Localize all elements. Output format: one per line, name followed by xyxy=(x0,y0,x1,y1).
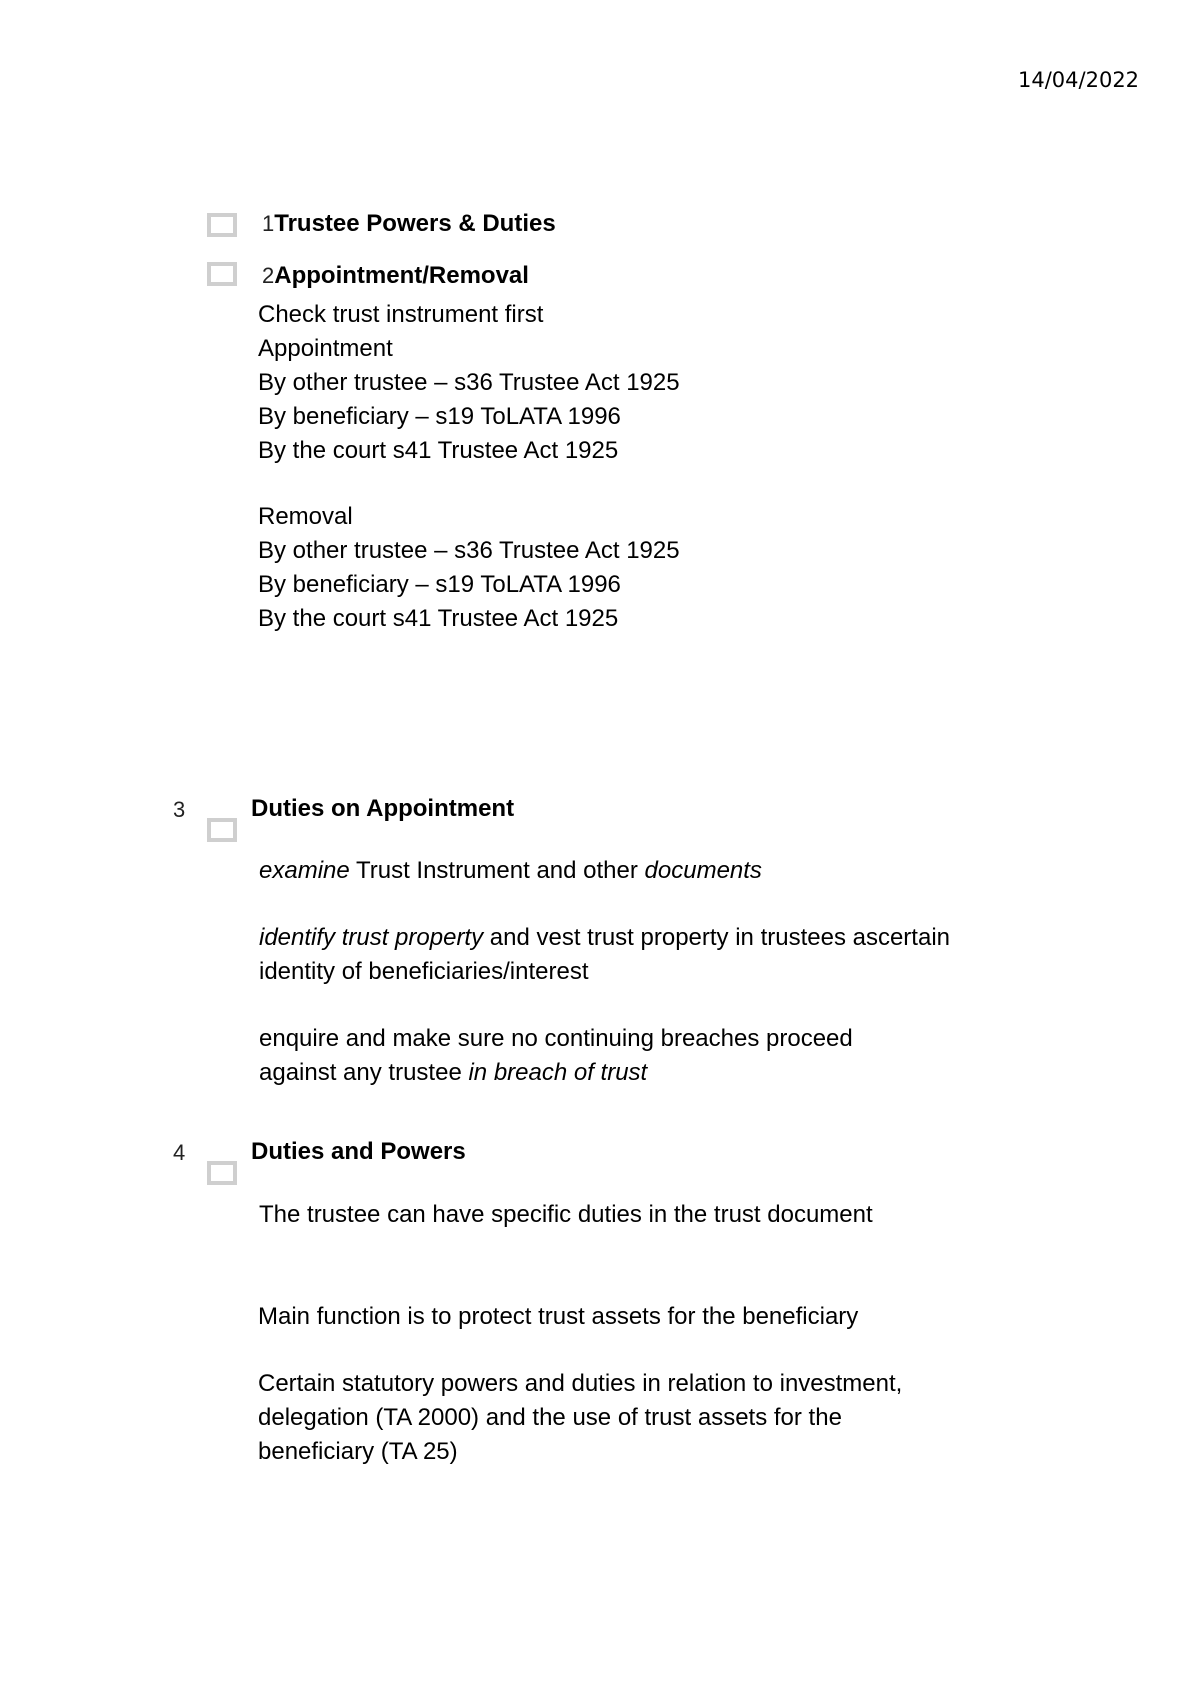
para-text: and vest trust property in trustees ascertain xyxy=(483,924,950,951)
section-2-number: 2 xyxy=(262,263,275,288)
para-text: Trust Instrument and other xyxy=(349,857,645,884)
section-3-checkbox[interactable] xyxy=(207,818,237,842)
para-text: against any trustee xyxy=(259,1059,469,1086)
section-4-para-1: The trustee can have specific duties in the trust document xyxy=(259,1201,873,1228)
section-4-para-3 xyxy=(258,1367,902,1469)
page-date: 14/04/2022 xyxy=(1018,68,1140,92)
removal-item: By the court s41 Trustee Act 1925 xyxy=(258,605,619,632)
section-4-para-3-line: delegation (TA 2000) and the use of trust assets for the xyxy=(258,1404,842,1431)
section-1-heading xyxy=(262,210,556,238)
section-4-title: Duties and Powers xyxy=(251,1138,466,1165)
section-1-checkbox[interactable] xyxy=(207,213,237,237)
removal-item: By beneficiary – s19 ToLATA 1996 xyxy=(258,571,621,598)
section-4-checkbox[interactable] xyxy=(207,1161,237,1185)
appointment-item: By other trustee – s36 Trustee Act 1925 xyxy=(258,369,680,396)
section-3-para-2-line-2: identity of beneficiaries/interest xyxy=(259,958,589,985)
section-2-intro: Check trust instrument first xyxy=(258,301,544,328)
section-3-title: Duties on Appointment xyxy=(251,795,515,822)
section-3-para-2-line-1 xyxy=(259,921,950,955)
section-2-heading xyxy=(262,262,529,290)
appointment-label: Appointment xyxy=(258,335,393,362)
removal-label: Removal xyxy=(258,503,353,530)
section-4-para-2: Main function is to protect trust assets for the beneficiary xyxy=(258,1303,859,1330)
section-2-checkbox[interactable] xyxy=(207,262,237,286)
appointment-item: By beneficiary – s19 ToLATA 1996 xyxy=(258,403,621,430)
emphasis-text: in breach of trust xyxy=(468,1059,648,1086)
emphasis-text: examine xyxy=(259,857,350,884)
section-1-title: Trustee Powers & Duties xyxy=(274,210,556,237)
removal-item: By other trustee – s36 Trustee Act 1925 xyxy=(258,537,680,564)
section-2-body xyxy=(258,298,680,636)
section-3-para-3-line-2 xyxy=(259,1056,950,1090)
section-3-number: 3 xyxy=(173,797,186,822)
section-3-para-3-line-1: enquire and make sure no continuing breaches proceed xyxy=(259,1025,853,1052)
section-2-title: Appointment/Removal xyxy=(274,262,529,289)
section-4-para-3-line: beneficiary (TA 25) xyxy=(258,1438,458,1465)
section-3-body xyxy=(259,854,950,1090)
appointment-item: By the court s41 Trustee Act 1925 xyxy=(258,437,619,464)
section-1-number: 1 xyxy=(262,211,275,236)
section-4-para-3-line: Certain statutory powers and duties in relation to investment, xyxy=(258,1370,903,1397)
emphasis-text: documents xyxy=(644,857,762,884)
section-3-para-1 xyxy=(259,854,950,888)
emphasis-text: identify trust property xyxy=(259,924,484,951)
section-4-number: 4 xyxy=(173,1140,186,1165)
